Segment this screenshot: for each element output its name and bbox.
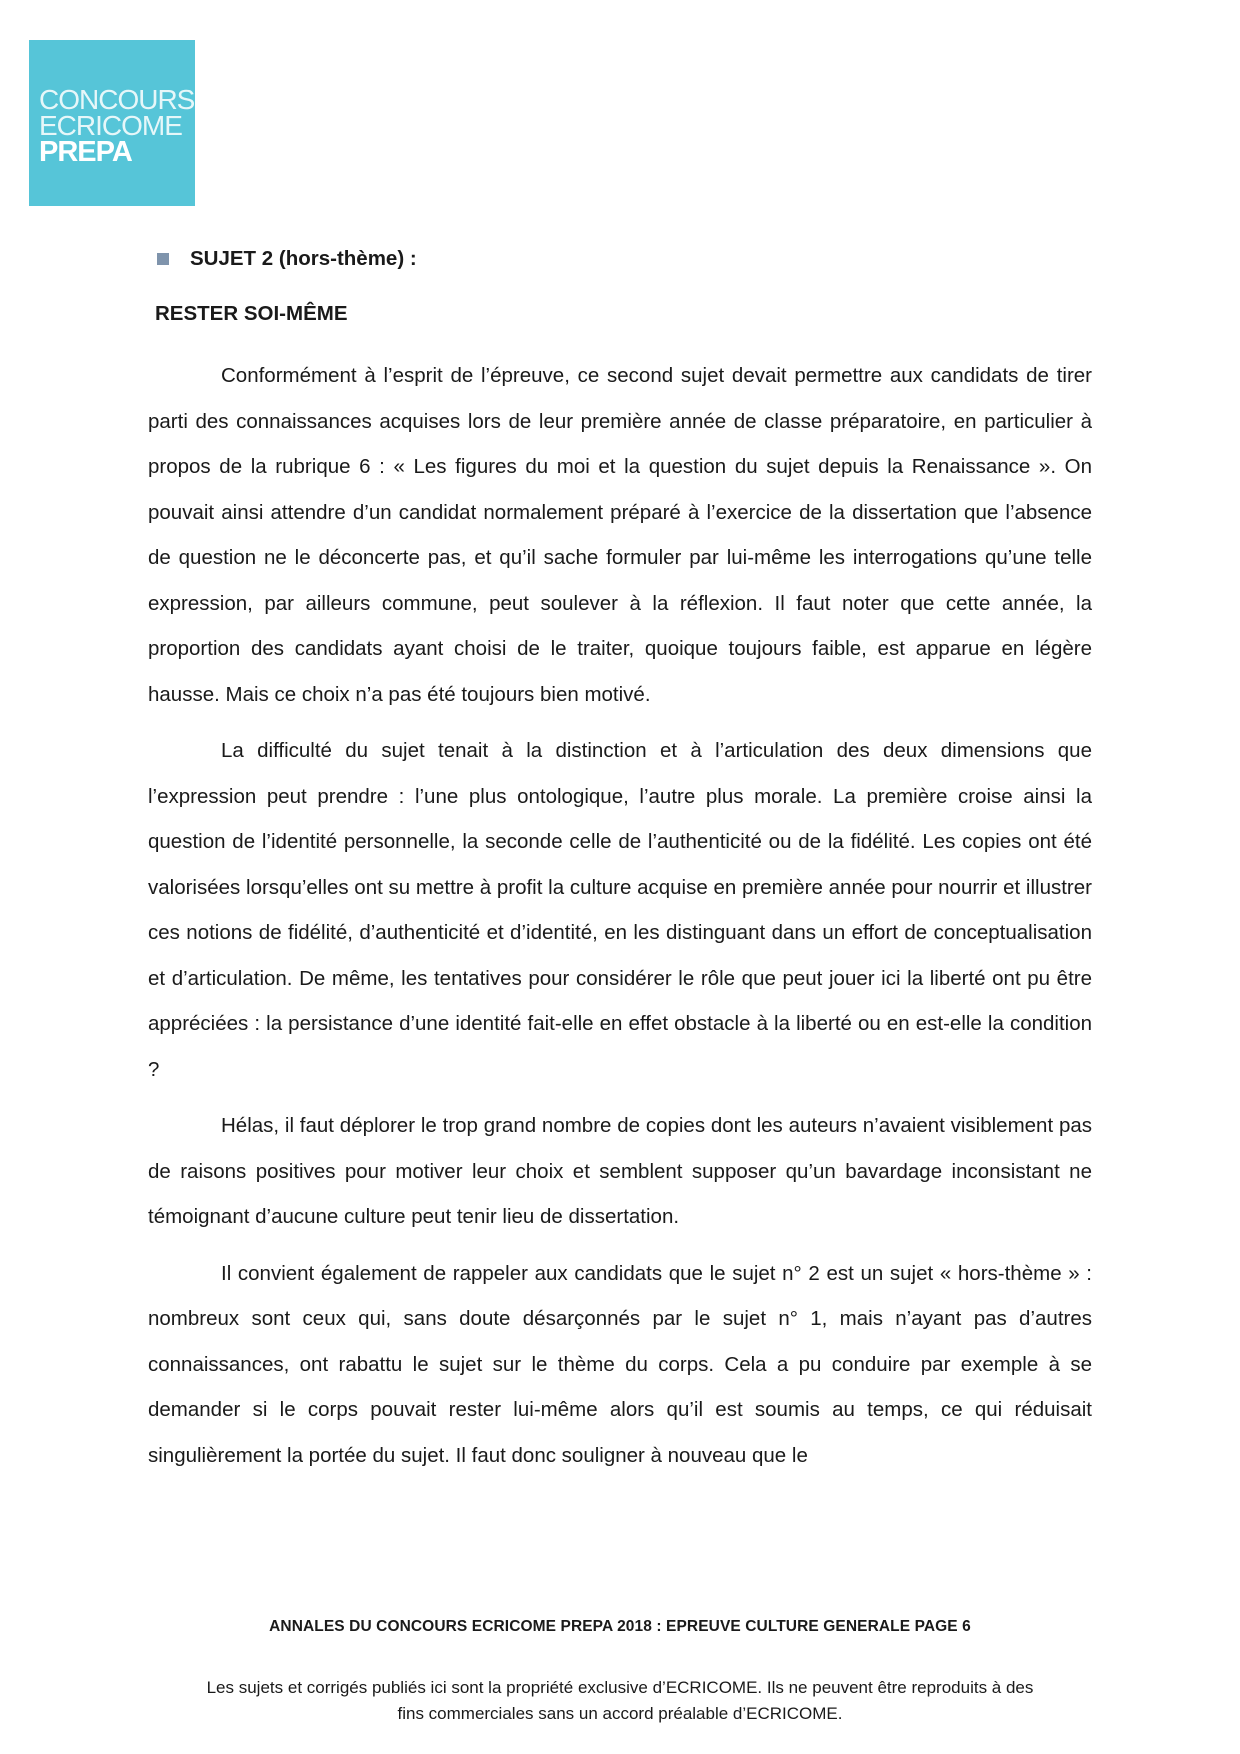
logo-line-ecricome: ECRICOME [39,110,182,141]
logo-line-concours: CONCOURS [39,84,195,115]
subject-title: RESTER SOI-MÊME [155,302,348,325]
square-bullet-icon [157,253,169,265]
copyright-notice-line-1: Les sujets et corrigés publiés ici sont la propriété exclusive d’ECRICOME. Ils ne peuvent être reproduits à des [206,1678,1034,1697]
logo-line-prepa: PREPA [39,136,132,168]
copyright-notice-line-2: fins commerciales sans un accord préalable d’ECRICOME. [397,1704,843,1723]
ecricome-logo [29,40,195,206]
paragraph-4: Il convient également de rappeler aux candidats que le sujet n° 2 est un sujet « hors-thème » : nombreux sont ceux qui, sans doute désarçonnés par le sujet n° 1, mais n’ayant pas d’autres connaissances, ont rabattu le sujet sur le thème du corps. Cela a pu conduire par exemple à se demander si le corps pouvait rester lui-même alors qu’il est soumis au temps, ce qui réduisait singulièrement la portée du sujet. Il faut donc souligner à nouveau que le [148,1261,1092,1467]
paragraph-1: Conformément à l’esprit de l’épreuve, ce second sujet devait permettre aux candidats de tirer parti des connaissances acquises lors de leur première année de classe préparatoire, en particulier à propos de la rubrique 6 : « Les figures du moi et la question du sujet depuis la Renaissance ». On pouvait ainsi attendre d’un candidat normalement préparé à l’exercice de la dissertation que l’absence de question ne le déconcerte pas, et qu’il sache formuler par lui-même les interrogations qu’une telle expression, par ailleurs commune, peut soulever à la réflexion. Il faut noter que cette année, la proportion des candidats ayant choisi de le traiter, quoique toujours faible, est apparue en légère hausse. Mais ce choix n’a pas été toujours bien motivé. [148,364,1092,706]
subject-heading: SUJET 2 (hors-thème) : [190,247,417,270]
paragraph-2: La difficulté du sujet tenait à la distinction et à l’articulation des deux dimensions que l’expression peut prendre : l’une plus ontologique, l’autre plus morale. La première croise ainsi la question de l’identité personnelle, la seconde celle de l’authenticité ou de la fidélité. Les copies ont été valorisées lorsqu’elles ont su mettre à profit la culture acquise en première année pour nourrir et illustrer ces notions de fidélité, d’authenticité et d’identité, en les distinguant dans un effort de conceptualisation et d’articulation. De même, les tentatives pour considérer le rôle que peut jouer ici la liberté ont pu être appréciées : la persistance d’une identité fait-elle en effet obstacle à la liberté ou en est-elle la condition ? [148,739,1092,1081]
page-footer-title: ANNALES DU CONCOURS ECRICOME PREPA 2018 : EPREUVE CULTURE GENERALE PAGE 6 [269,1618,971,1635]
report-body [148,353,1092,1489]
copyright-notice [140,1675,1100,1727]
paragraph-3: Hélas, il faut déplorer le trop grand nombre de copies dont les auteurs n’avaient visiblement pas de raisons positives pour motiver leur choix et semblent supposer qu’un bavardage inconsistant ne témoignant d’aucune culture peut tenir lieu de dissertation. [148,1114,1092,1228]
